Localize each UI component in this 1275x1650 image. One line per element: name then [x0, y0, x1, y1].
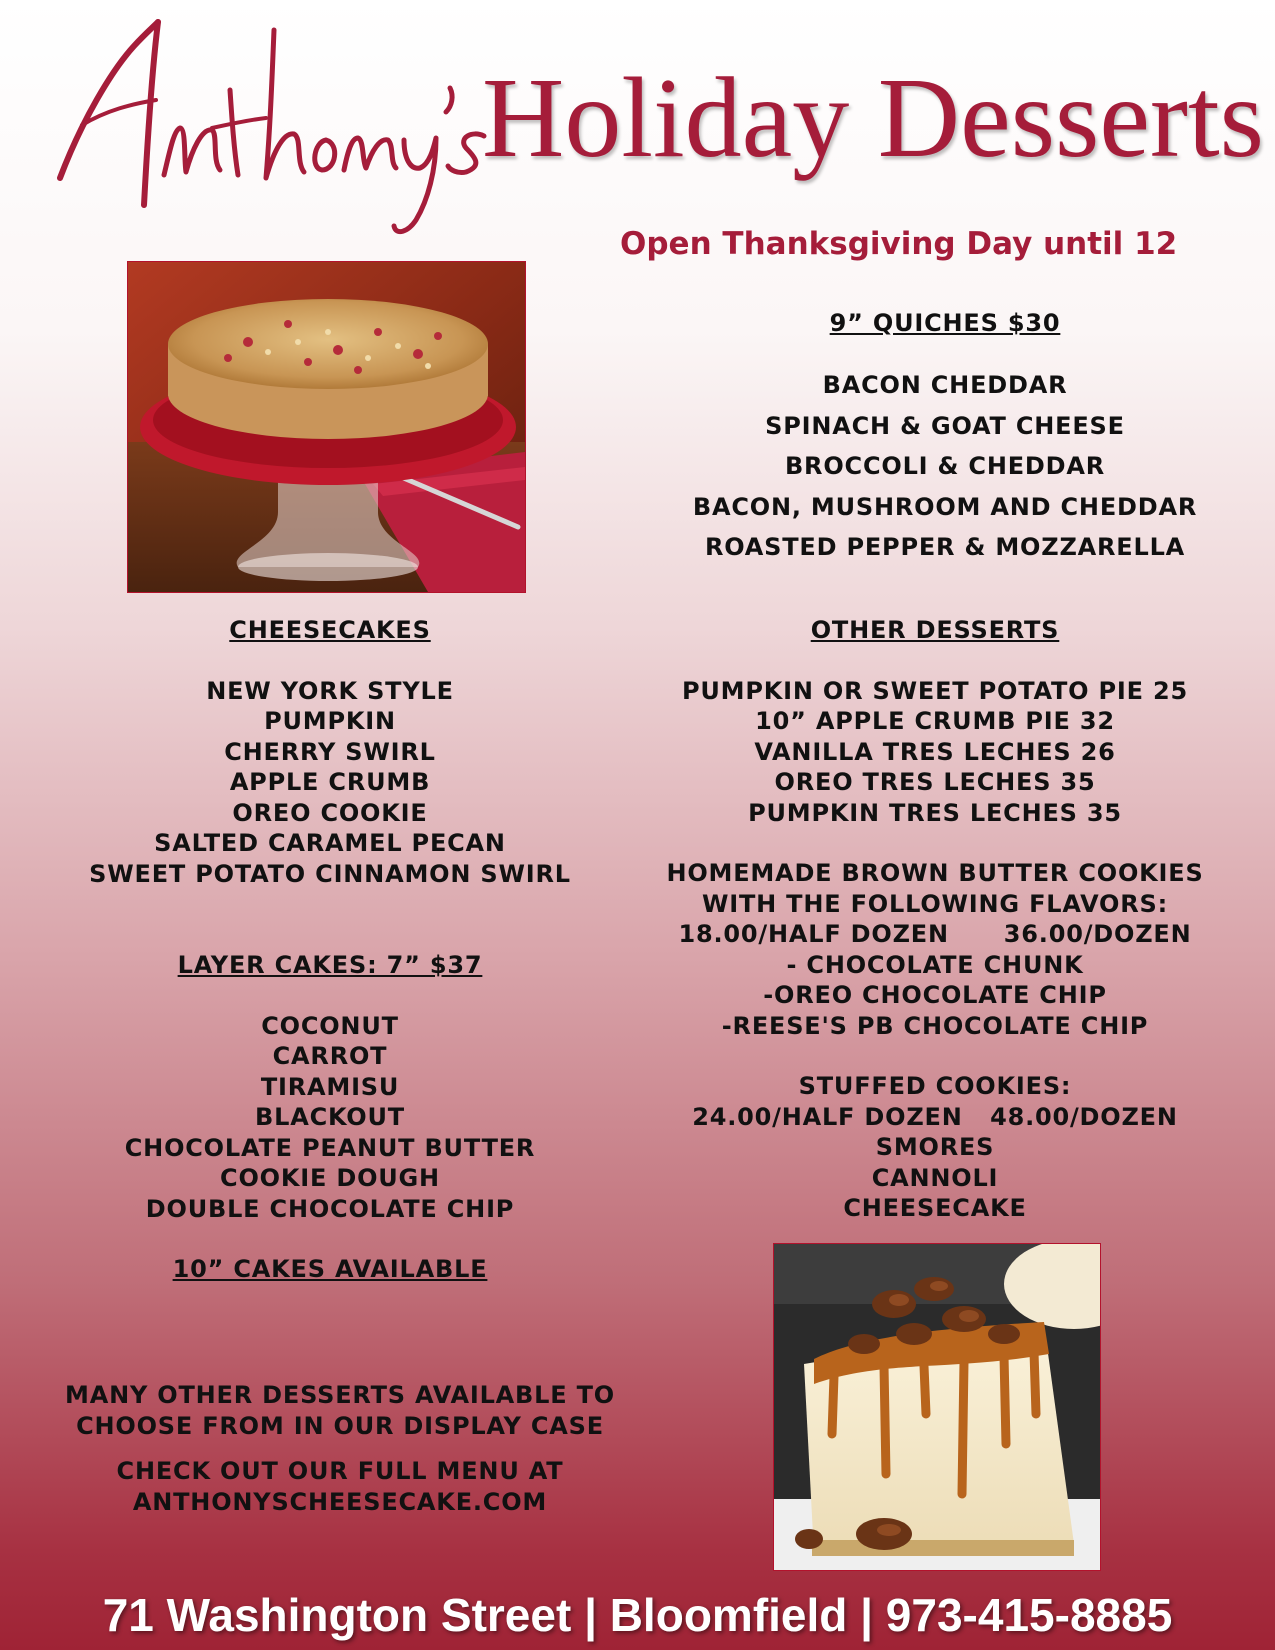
- other-desserts-section: [640, 615, 1230, 1224]
- dessert-item: OREO TRES LECHES 35: [774, 768, 1096, 796]
- cheesecake-item: SWEET POTATO CINNAMON SWIRL: [89, 859, 571, 888]
- note-line: CHOOSE FROM IN OUR DISPLAY CASE: [76, 1411, 604, 1440]
- dessert-item: PUMPKIN OR SWEET POTATO PIE 25: [681, 676, 1189, 705]
- layer-cake-item: COOKIE DOUGH: [220, 1164, 440, 1192]
- quiche-item: ROASTED PEPPER & MOZZARELLA: [704, 533, 1186, 561]
- address-phone-footer: 71 Washington Street | Bloomfield | 973-415-8885: [102, 1589, 1173, 1641]
- cheesecake-item: PUMPKIN: [264, 707, 396, 735]
- quiche-item: SPINACH & GOAT CHEESE: [765, 411, 1125, 440]
- cookie-flavor: -REESE'S PB CHOCOLATE CHIP: [721, 1011, 1149, 1040]
- hours-banner: Open Thanksgiving Day until 12: [620, 226, 1178, 262]
- layer-cake-item: CARROT: [272, 1042, 388, 1070]
- cheesecake-item: SALTED CARAMEL PECAN: [154, 829, 506, 857]
- layer-cakes-heading: LAYER CAKES: 7” $37: [177, 951, 483, 979]
- note-line: MANY OTHER DESSERTS AVAILABLE TO: [65, 1381, 615, 1409]
- menu-note: [30, 1456, 650, 1517]
- cookie-flavor: - CHOCOLATE CHUNK: [786, 950, 1084, 979]
- quiches-section: [640, 308, 1250, 568]
- layer-cake-item: CHOCOLATE PEANUT BUTTER: [124, 1133, 536, 1162]
- display-case-note: [30, 1380, 650, 1441]
- quiche-item: BACON CHEDDAR: [822, 371, 1068, 399]
- stuffed-cookies-price: 24.00/HALF DOZEN 48.00/DOZEN: [692, 1102, 1178, 1131]
- layer-cake-item: DOUBLE CHOCOLATE CHIP: [145, 1194, 515, 1223]
- cheesecake-photo: [773, 1243, 1101, 1571]
- stuffed-cookies-heading: STUFFED COOKIES:: [798, 1072, 1072, 1100]
- page-title: Holiday Desserts: [482, 54, 1265, 181]
- other-desserts-heading: OTHER DESSERTS: [810, 616, 1060, 644]
- cookies-line: WITH THE FOLLOWING FLAVORS:: [701, 889, 1169, 918]
- cookies-price: 18.00/HALF DOZEN 36.00/DOZEN: [678, 920, 1192, 948]
- cheesecake-item: NEW YORK STYLE: [206, 676, 454, 705]
- layer-cake-item: BLACKOUT: [255, 1103, 405, 1131]
- cheesecake-item: APPLE CRUMB: [229, 768, 431, 796]
- dessert-item: 10” APPLE CRUMB PIE 32: [755, 707, 1115, 735]
- cookie-flavor: -OREO CHOCOLATE CHIP: [763, 981, 1107, 1009]
- dessert-item: VANILLA TRES LECHES 26: [754, 737, 1116, 766]
- cookies-line: HOMEMADE BROWN BUTTER COOKIES: [666, 859, 1204, 887]
- dessert-item: PUMPKIN TRES LECHES 35: [748, 798, 1122, 827]
- quiche-item: BACON, MUSHROOM AND CHEDDAR: [692, 492, 1198, 521]
- tart-photo: [127, 261, 526, 593]
- cheesecakes-heading: CHEESECAKES: [229, 616, 431, 644]
- quiche-item: BROCCOLI & CHEDDAR: [784, 452, 1106, 480]
- stuffed-cookie-flavor: CHEESECAKE: [843, 1194, 1027, 1222]
- large-cakes-note: 10” CAKES AVAILABLE: [172, 1255, 488, 1283]
- cheesecakes-section: [30, 615, 630, 1285]
- stuffed-cookie-flavor: SMORES: [875, 1133, 995, 1161]
- cheesecake-item: OREO COOKIE: [232, 798, 428, 827]
- stuffed-cookie-flavor: CANNOLI: [871, 1163, 999, 1192]
- note-line: CHECK OUT OUR FULL MENU AT: [116, 1457, 564, 1485]
- brand-script-logo: [52, 0, 492, 240]
- layer-cake-item: COCONUT: [261, 1011, 399, 1040]
- quiches-heading: 9” QUICHES $30: [829, 309, 1061, 337]
- cheesecake-item: CHERRY SWIRL: [224, 737, 436, 766]
- website-link[interactable]: ANTHONYSCHEESECAKE.COM: [132, 1487, 548, 1516]
- layer-cake-item: TIRAMISU: [260, 1072, 400, 1101]
